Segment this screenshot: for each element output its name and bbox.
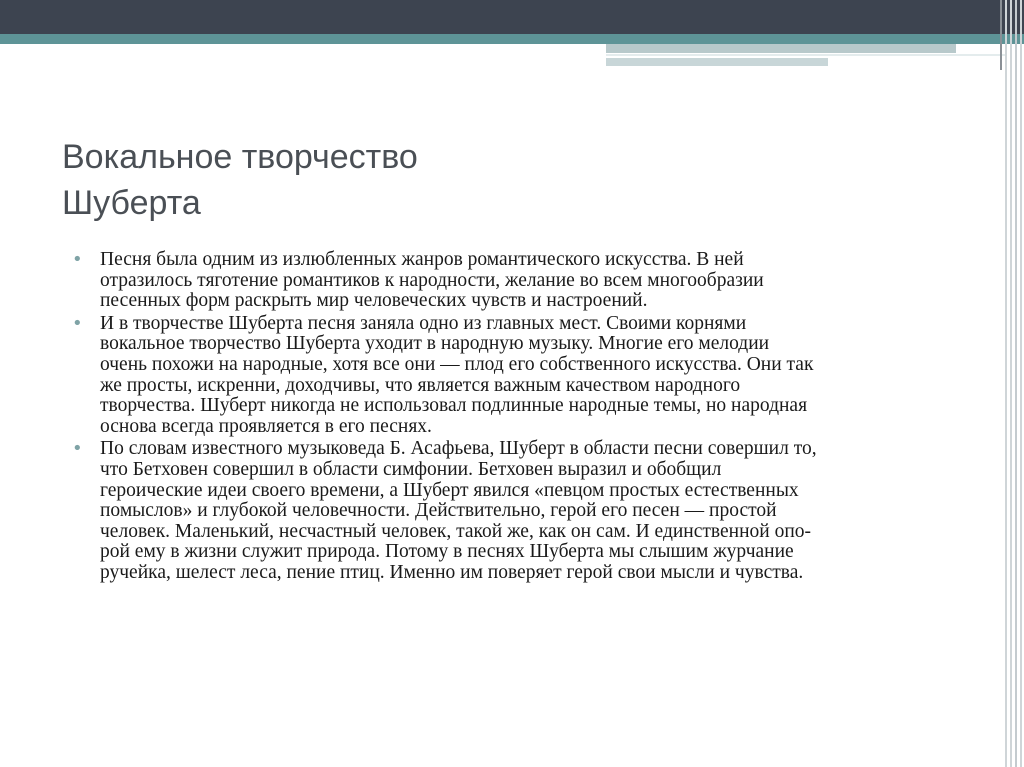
bullet-item xyxy=(72,314,972,438)
slide-title-line: Вокальное творчество xyxy=(62,138,418,176)
edge-stripe xyxy=(1020,0,1022,767)
bullet-text-line: рой ему в жизни служит природа. Потому в песнях Шуберта мы слышим журчание xyxy=(100,541,794,563)
bullet-text-line: же просты, искренни, доходчивы, что является важным качеством народного xyxy=(100,374,741,396)
bullet-text-line: творчества. Шуберт никогда не использовал подлинные народные темы, но народная xyxy=(100,395,808,417)
header-band-teal xyxy=(0,34,1024,44)
edge-stripe xyxy=(1010,0,1012,767)
bullet-marker: • xyxy=(72,438,83,460)
bullet-text-line: основа всегда проявляется в его песнях. xyxy=(100,415,432,437)
bullet-text-line: И в творчестве Шуберта песня заняла одно из главных мест. Своими корнями xyxy=(100,312,747,334)
slide-title xyxy=(62,134,662,226)
bullet-marker: • xyxy=(72,249,83,270)
bullet-text-line: героические идеи своего времени, а Шуберт явился «певцом простых естественных xyxy=(100,479,799,501)
header-band-light-short xyxy=(606,58,828,66)
bullet-text-line: песенных форм раскрыть мир человеческих чувств и настроений. xyxy=(100,290,648,312)
header-band-line xyxy=(606,54,1006,56)
header-band-dark xyxy=(0,0,1024,34)
bullet-text-line: отразилось тяготение романтиков к народности, желание во всем многообразии xyxy=(100,269,764,291)
bullet-text-line: вокальное творчество Шуберта уходит в народную музыку. Многие его мелодии xyxy=(100,333,770,355)
bullet-text-line: человек. Маленький, несчастный человек, такой же, как он сам. И единственной опо- xyxy=(100,520,812,542)
bullet-item xyxy=(72,439,972,583)
bullet-marker: • xyxy=(72,312,83,334)
bullet-text-line: По словам известного музыковеда Б. Асафьева, Шуберт в области песни совершил то, xyxy=(100,438,817,460)
edge-stripe xyxy=(1005,0,1007,767)
edge-stripe xyxy=(1015,0,1017,767)
header-band-light xyxy=(606,44,956,53)
bullet-item xyxy=(72,250,972,312)
bullet-text-line: что Бетховен совершил в области симфонии. Бетховен выразил и обобщил xyxy=(100,458,722,480)
bullet-text-line: ручейка, шелест леса, пение птиц. Именно им поверяет герой свои мысли и чувства. xyxy=(100,561,804,583)
slide-title-line: Шуберта xyxy=(62,184,201,222)
bullet-text-line: Песня была одним из излюбленных жанров романтического искусства. В ней xyxy=(100,249,744,270)
bullet-list xyxy=(72,250,972,586)
edge-stripe xyxy=(1000,0,1002,70)
bullet-text-line: очень похожи на народные, хотя все они — плод его собственного искусства. Они так xyxy=(100,353,814,375)
bullet-text-line: помыслов» и глубокой человечности. Действительно, герой его песен — простой xyxy=(100,500,777,522)
